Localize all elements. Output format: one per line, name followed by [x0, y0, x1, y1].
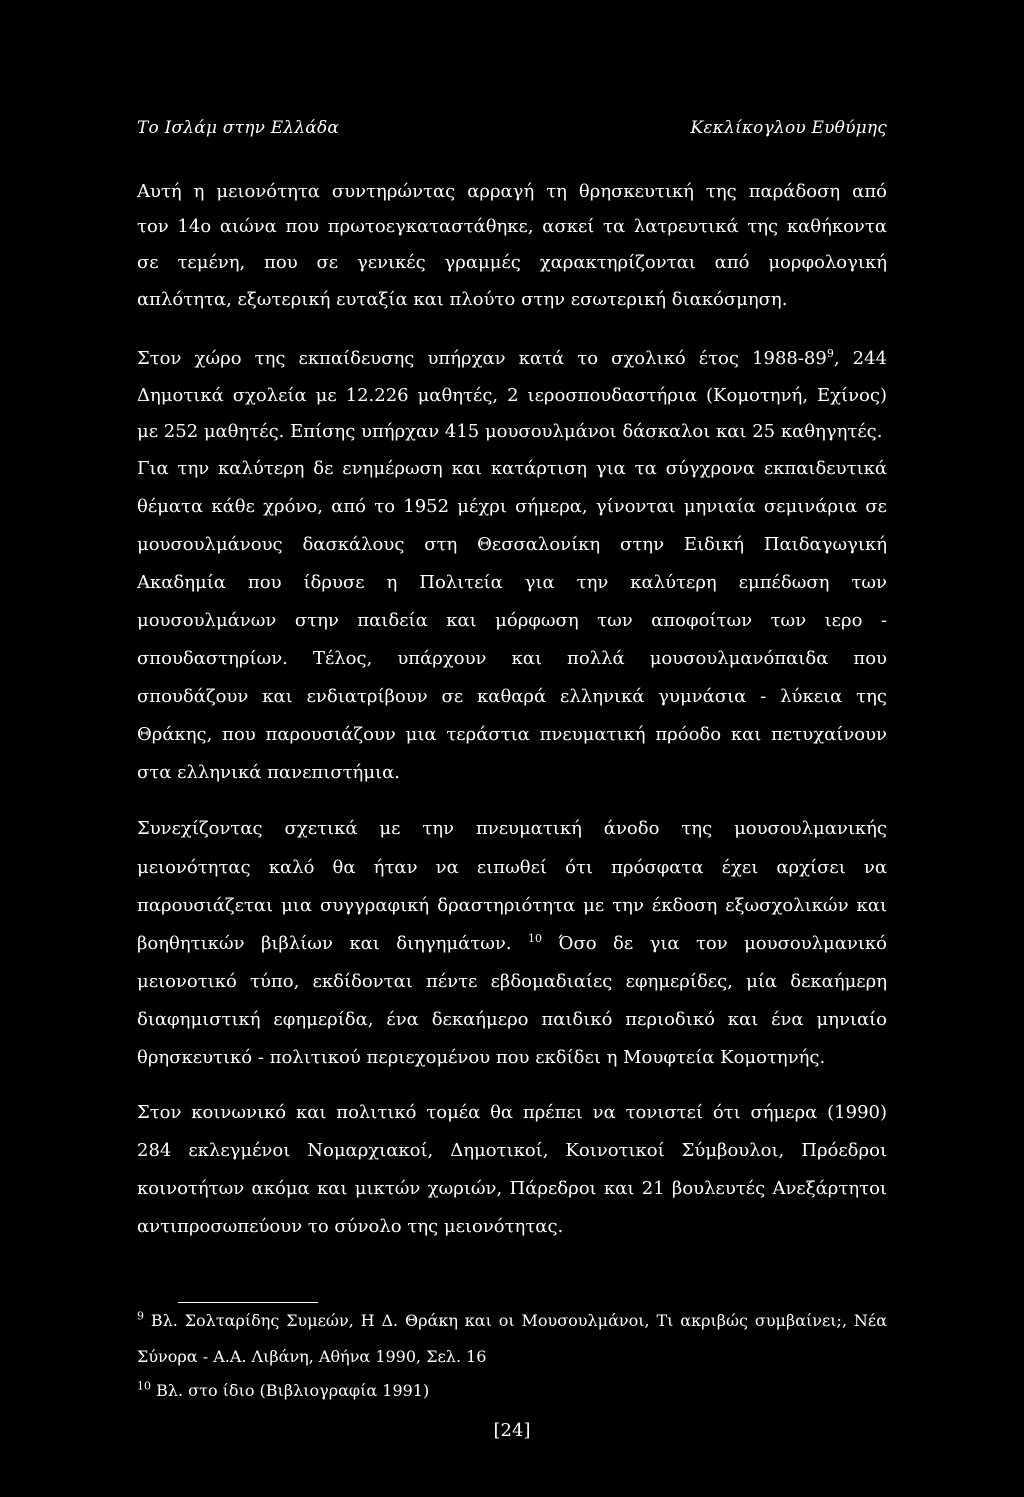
paragraph-line: μουσουλμάνων στην παιδεία και μόρφωση των αποφοίτων των ιερο - — [137, 610, 887, 631]
footnote-9-cont: Σύνορα - Α.Α. Λιβάνη, Αθήνα 1990, Σελ. 16 — [137, 1347, 487, 1366]
paragraph-line: απλότητα, εξωτερική ευταξία και πλούτο στην εσωτερική διακόσμηση. — [137, 289, 788, 310]
header-title: Το Ισλάμ στην Ελλάδα — [137, 118, 340, 138]
paragraph-line: βοηθητικών βιβλίων και διηγημάτων. $^{10}$ Όσο δε για τον μουσουλμανικό — [137, 932, 887, 954]
paragraph-line: στα ελληνικά πανεπιστήμια. — [137, 762, 400, 783]
paragraph-line: Δημοτικά σχολεία με 12.226 μαθητές, 2 ιεροσπουδαστήρια (Κομοτηνή, Εχίνος) — [137, 385, 887, 406]
paragraph-line: παρουσιάζεται μια συγγραφική δραστηριότητα με την έκδοση εξωσχολικών και — [137, 895, 887, 916]
paragraph-line: Συνεχίζοντας σχετικά με την πνευματική άνοδο της μουσουλμανικής — [137, 818, 887, 839]
paragraph-line: Αυτή η μειονότητα συντηρώντας αρραγή τη θρησκευτική της παράδοση από — [137, 181, 887, 202]
footnote-9: $^9$ Βλ. Σολταρίδης Συμεών, Η Δ. Θράκη και οι Μουσουλμάνοι, Τι ακριβώς συμβαίνει;, Νέα — [137, 1309, 887, 1330]
header-author: Κεκλίκογλου Ευθύμης — [690, 118, 887, 138]
paragraph-line: Στον κοινωνικό και πολιτικό τομέα θα πρέπει να τονιστεί ότι σήμερα (1990) — [137, 1102, 887, 1123]
footnote-10: $^{10}$ Βλ. στο ίδιο (Βιβλιογραφία 1991) — [137, 1379, 430, 1400]
paragraph-line: Στον χώρο της εκπαίδευσης υπήρχαν κατά το σχολικό έτος $1988-89^9$, 244 — [137, 347, 887, 369]
paragraph-line: μειονότητας καλό θα ήταν να ειπωθεί ότι πρόσφατα έχει αρχίσει να — [137, 857, 887, 878]
page-number: [24] — [493, 1420, 531, 1441]
paragraph-line: Θράκης, που παρουσιάζουν μια τεράστια πνευματική πρόοδο και πετυχαίνουν — [137, 724, 887, 745]
paragraph-line: αντιπροσωπεύουν το σύνολο της μειονότητας. — [137, 1216, 564, 1237]
paragraph-line: κοινοτήτων ακόμα και μικτών χωριών, Πάρεδροι και 21 βουλευτές Ανεξάρτητοι — [137, 1178, 887, 1199]
paragraph-line: διαφημιστική εφημερίδα, ένα δεκαήμερο παιδικό περιοδικό και ένα μηνιαίο — [137, 1009, 887, 1030]
paragraph-line: θρησκευτικό - πολιτικού περιεχομένου που εκδίδει η Μουφτεία Κομοτηνής. — [137, 1047, 826, 1068]
paragraph-line: σε τεμένη, που σε γενικές γραμμές χαρακτηρίζονται από μορφολογική — [137, 252, 887, 273]
paragraph-line: με 252 μαθητές. Επίσης υπήρχαν 415 μουσουλμάνοι δάσκαλοι και 25 καθηγητές. — [137, 421, 883, 442]
paragraph-line: θέματα κάθε χρόνο, από το 1952 μέχρι σήμερα, γίνονται μηνιαία σεμινάρια σε — [137, 496, 887, 517]
footnote-separator — [178, 1302, 318, 1303]
footnote-ref-10: 10 — [528, 932, 542, 945]
paragraph-line: σπουδάζουν και ενδιατρίβουν σε καθαρά ελληνικά γυμνάσια - λύκεια της — [137, 686, 887, 707]
paragraph-line: μειονοτικό τύπο, εκδίδονται πέντε εβδομαδιαίες εφημερίδες, μία δεκαήμερη — [137, 971, 887, 992]
paragraph-line: 284 εκλεγμένοι Νομαρχιακοί, Δημοτικοί, Κοινοτικοί Σύμβουλοι, Πρόεδροι — [137, 1140, 887, 1161]
paragraph-line: μουσουλμάνους δασκάλους στη Θεσσαλονίκη στην Ειδική Παιδαγωγική — [137, 534, 887, 555]
footnote-ref-9: 9 — [826, 347, 834, 360]
paragraph-line: τον 14ο αιώνα που πρωτοεγκαταστάθηκε, ασκεί τα λατρευτικά της καθήκοντα — [137, 216, 887, 237]
paragraph-line: Ακαδημία που ίδρυσε η Πολιτεία για την καλύτερη εμπέδωση των — [137, 572, 887, 593]
paragraph-line: σπουδαστηρίων. Τέλος, υπάρχουν και πολλά μουσουλμανόπαιδα που — [137, 648, 887, 669]
paragraph-line: Για την καλύτερη δε ενημέρωση και κατάρτιση για τα σύγχρονα εκπαιδευτικά — [137, 458, 887, 479]
